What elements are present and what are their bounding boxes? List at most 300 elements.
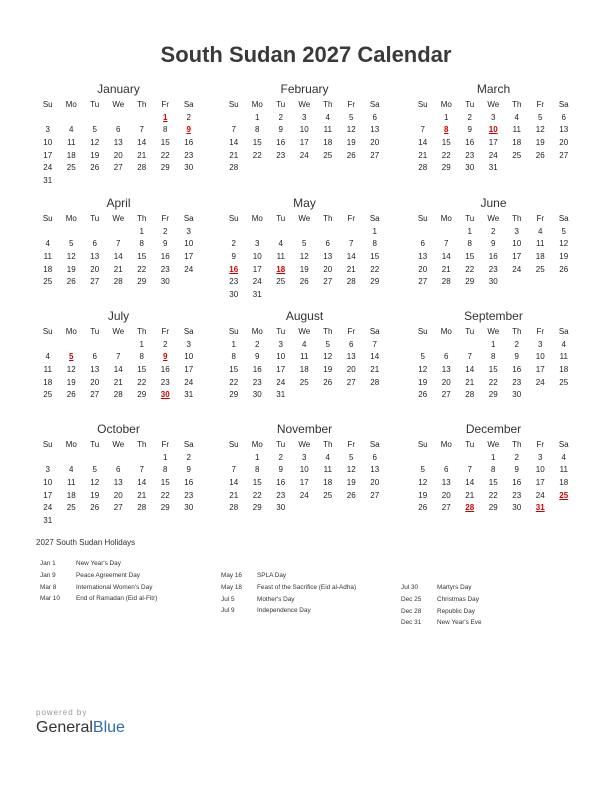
month-days-grid — [36, 439, 201, 528]
day: 10 — [299, 125, 309, 135]
day: 29 — [160, 163, 170, 173]
weekday-header: Th — [512, 440, 522, 449]
empty-day — [316, 226, 340, 239]
day: 20 — [559, 138, 569, 148]
day: 3 — [45, 465, 50, 475]
day: 3 — [45, 125, 50, 135]
day: 9 — [278, 465, 283, 475]
day: 2 — [278, 452, 283, 462]
day: 28 — [370, 377, 380, 387]
day: 8 — [139, 352, 144, 362]
month-days-grid — [411, 213, 576, 289]
month-2 — [411, 82, 576, 175]
day: 16 — [276, 138, 286, 148]
day: 29 — [441, 163, 451, 173]
day: 27 — [346, 377, 356, 387]
holiday-day: 9 — [163, 352, 168, 362]
day: 5 — [92, 125, 97, 135]
day: 2 — [467, 112, 472, 122]
weekday-header: Th — [137, 214, 147, 223]
weekday-header: Mo — [251, 214, 263, 223]
weekday-header: Su — [417, 327, 428, 336]
day: 3 — [255, 239, 260, 249]
month-days-grid — [36, 213, 201, 289]
day: 3 — [302, 452, 307, 462]
weekday-header: Sa — [183, 100, 194, 109]
day: 13 — [90, 252, 100, 262]
holiday-date: Dec 25 — [401, 595, 422, 603]
day: 27 — [90, 390, 100, 400]
day: 24 — [184, 264, 194, 274]
day: 30 — [488, 277, 498, 287]
month-11 — [411, 422, 576, 515]
day: 28 — [137, 163, 147, 173]
day: 11 — [323, 125, 332, 135]
weekday-header: Su — [417, 440, 428, 449]
day: 2 — [514, 339, 519, 349]
day: 9 — [231, 252, 236, 262]
day: 7 — [116, 352, 121, 362]
day: 8 — [372, 239, 377, 249]
day: 12 — [418, 365, 428, 375]
day: 1 — [255, 112, 260, 122]
month-days-grid — [222, 213, 387, 302]
day: 20 — [346, 365, 356, 375]
empty-day — [36, 452, 60, 465]
day: 18 — [66, 490, 76, 500]
holiday-date: Jan 9 — [40, 571, 56, 579]
day: 17 — [252, 264, 262, 274]
day: 22 — [137, 377, 147, 387]
day: 30 — [512, 503, 522, 513]
day: 7 — [420, 125, 425, 135]
day: 12 — [418, 478, 428, 488]
day: 8 — [491, 352, 496, 362]
weekday-header: Mo — [440, 100, 452, 109]
weekday-header: Sa — [369, 327, 380, 336]
weekday-header: Tu — [465, 327, 475, 336]
holiday-row — [221, 594, 356, 606]
day: 8 — [255, 465, 260, 475]
day: 1 — [255, 452, 260, 462]
day: 7 — [231, 465, 236, 475]
day: 11 — [276, 252, 285, 262]
day: 2 — [231, 239, 236, 249]
day: 14 — [229, 138, 239, 148]
day: 29 — [137, 277, 147, 287]
holiday-date: Jul 30 — [401, 584, 419, 591]
day: 1 — [163, 452, 168, 462]
holiday-name: Independence Day — [257, 607, 311, 615]
day: 2 — [255, 339, 260, 349]
day: 7 — [231, 125, 236, 135]
weekday-header: Fr — [347, 214, 356, 223]
day: 11 — [300, 352, 309, 362]
holiday-day: 16 — [229, 264, 239, 274]
day: 20 — [90, 377, 100, 387]
day: 14 — [465, 478, 475, 488]
day: 2 — [491, 226, 496, 236]
day: 19 — [559, 252, 569, 262]
day: 4 — [561, 339, 566, 349]
month-days-grid — [36, 99, 201, 188]
day: 13 — [323, 252, 333, 262]
holiday-row — [40, 582, 157, 594]
empty-day — [83, 112, 107, 125]
day: 14 — [441, 252, 451, 262]
day: 9 — [514, 352, 519, 362]
day: 3 — [538, 452, 543, 462]
day: 26 — [299, 277, 309, 287]
day: 1 — [231, 339, 236, 349]
day: 2 — [514, 452, 519, 462]
day: 15 — [488, 478, 498, 488]
day: 10 — [299, 465, 309, 475]
day: 1 — [139, 339, 144, 349]
day: 11 — [67, 138, 76, 148]
day: 31 — [184, 390, 194, 400]
day: 7 — [139, 465, 144, 475]
weekday-header: Tu — [465, 440, 475, 449]
day: 25 — [535, 264, 545, 274]
day: 25 — [323, 490, 333, 500]
month-1 — [222, 82, 387, 175]
day: 9 — [186, 465, 191, 475]
day: 8 — [255, 125, 260, 135]
holiday-column — [401, 582, 482, 629]
day: 29 — [229, 390, 239, 400]
day: 23 — [488, 264, 498, 274]
weekday-header: We — [112, 214, 125, 223]
day: 21 — [465, 377, 475, 387]
month-4 — [222, 196, 387, 302]
day: 21 — [229, 490, 239, 500]
weekday-header: Sa — [558, 440, 569, 449]
weekday-header: Th — [512, 214, 522, 223]
day: 11 — [559, 465, 568, 475]
empty-day — [435, 226, 459, 239]
day: 1 — [139, 226, 144, 236]
day: 19 — [346, 478, 356, 488]
day: 19 — [323, 365, 333, 375]
holiday-day: 1 — [163, 112, 168, 122]
month-days-grid — [411, 99, 576, 175]
day: 5 — [349, 452, 354, 462]
day: 25 — [512, 150, 522, 160]
day: 15 — [488, 365, 498, 375]
weekday-header: Sa — [558, 327, 569, 336]
day: 30 — [465, 163, 475, 173]
day: 1 — [491, 339, 496, 349]
day: 22 — [488, 377, 498, 387]
day: 9 — [255, 352, 260, 362]
day: 12 — [299, 252, 309, 262]
day: 31 — [276, 390, 286, 400]
weekday-header: Fr — [161, 327, 170, 336]
day: 19 — [66, 264, 76, 274]
day: 19 — [535, 138, 545, 148]
holiday-name: New Year's Eve — [437, 619, 482, 627]
day: 7 — [116, 239, 121, 249]
day: 18 — [535, 252, 545, 262]
day: 20 — [113, 150, 123, 160]
day: 19 — [346, 138, 356, 148]
month-days-grid — [222, 326, 387, 402]
day: 5 — [538, 112, 543, 122]
day: 26 — [90, 163, 100, 173]
day: 19 — [299, 264, 309, 274]
day: 17 — [299, 138, 309, 148]
day: 21 — [137, 490, 147, 500]
day: 10 — [535, 465, 545, 475]
day: 30 — [252, 390, 262, 400]
weekday-header: We — [112, 100, 125, 109]
day: 8 — [491, 465, 496, 475]
weekday-header: Mo — [65, 327, 77, 336]
day: 19 — [418, 490, 428, 500]
weekday-header: Su — [228, 440, 239, 449]
day: 11 — [323, 465, 332, 475]
weekday-header: We — [487, 214, 500, 223]
empty-day — [293, 226, 317, 239]
day: 26 — [535, 150, 545, 160]
empty-day — [36, 112, 60, 125]
day: 18 — [512, 138, 522, 148]
day: 18 — [43, 264, 53, 274]
day: 13 — [559, 125, 569, 135]
day: 23 — [276, 150, 286, 160]
day: 3 — [538, 339, 543, 349]
day: 20 — [370, 478, 380, 488]
holiday-name: International Women's Day — [76, 583, 153, 591]
weekday-header: Sa — [183, 214, 194, 223]
weekday-header: Su — [42, 214, 53, 223]
day: 23 — [229, 277, 239, 287]
day: 7 — [444, 239, 449, 249]
day: 11 — [559, 352, 568, 362]
day: 10 — [512, 239, 522, 249]
day: 26 — [418, 503, 428, 513]
day: 20 — [418, 264, 428, 274]
day: 13 — [441, 478, 451, 488]
empty-day — [269, 226, 293, 239]
day: 27 — [441, 390, 451, 400]
day: 18 — [323, 478, 333, 488]
day: 4 — [278, 239, 283, 249]
day: 29 — [137, 390, 147, 400]
empty-day — [435, 452, 459, 465]
day: 24 — [299, 490, 309, 500]
day: 25 — [66, 503, 76, 513]
holiday-row — [40, 558, 157, 570]
day: 14 — [113, 252, 123, 262]
month-days-grid — [222, 439, 387, 515]
day: 27 — [323, 277, 333, 287]
day: 22 — [252, 150, 262, 160]
day: 17 — [535, 478, 545, 488]
day: 25 — [66, 163, 76, 173]
day: 16 — [512, 478, 522, 488]
empty-day — [83, 226, 107, 239]
holiday-row — [40, 570, 157, 582]
day: 7 — [349, 239, 354, 249]
day: 26 — [66, 277, 76, 287]
holiday-date: Jan 1 — [40, 560, 56, 567]
day: 23 — [252, 377, 262, 387]
empty-day — [458, 452, 482, 465]
day: 27 — [113, 503, 123, 513]
empty-day — [60, 112, 84, 125]
day: 11 — [67, 478, 76, 488]
weekday-header: Su — [42, 440, 53, 449]
weekday-header: Tu — [90, 100, 100, 109]
day: 21 — [113, 264, 123, 274]
day: 17 — [299, 478, 309, 488]
day: 4 — [69, 465, 74, 475]
day: 1 — [444, 112, 449, 122]
day: 2 — [163, 339, 168, 349]
day: 2 — [278, 112, 283, 122]
holiday-name: New Year's Day — [76, 560, 121, 567]
day: 22 — [441, 150, 451, 160]
day: 3 — [186, 226, 191, 236]
holiday-row — [40, 593, 157, 605]
brand-logo[interactable] — [36, 719, 125, 737]
day: 5 — [420, 352, 425, 362]
day: 6 — [372, 112, 377, 122]
weekday-header: We — [298, 440, 311, 449]
weekday-header: We — [487, 327, 500, 336]
weekday-header: Mo — [440, 440, 452, 449]
weekday-header: We — [112, 327, 125, 336]
day: 16 — [184, 138, 194, 148]
empty-day — [222, 112, 246, 125]
day: 11 — [512, 125, 521, 135]
day: 20 — [441, 490, 451, 500]
empty-day — [60, 452, 84, 465]
day: 5 — [349, 112, 354, 122]
day: 17 — [488, 138, 498, 148]
day: 13 — [113, 478, 123, 488]
holiday-date: Dec 31 — [401, 619, 422, 627]
day: 13 — [441, 365, 451, 375]
day: 13 — [113, 138, 123, 148]
day: 31 — [43, 516, 53, 526]
day: 3 — [491, 112, 496, 122]
day: 5 — [302, 239, 307, 249]
day: 21 — [229, 150, 239, 160]
holiday-date: Mar 10 — [40, 595, 60, 603]
weekday-header: Tu — [276, 100, 286, 109]
day: 11 — [536, 239, 545, 249]
day: 8 — [231, 352, 236, 362]
day: 28 — [113, 277, 123, 287]
day: 13 — [418, 252, 428, 262]
holiday-name: Peace Agreement Day — [76, 571, 140, 579]
day: 6 — [561, 112, 566, 122]
weekday-header: Mo — [65, 214, 77, 223]
day: 7 — [467, 465, 472, 475]
month-name: March — [476, 82, 511, 96]
day: 11 — [43, 252, 52, 262]
day: 23 — [512, 377, 522, 387]
day: 5 — [325, 339, 330, 349]
day: 21 — [418, 150, 428, 160]
holiday-row — [401, 606, 482, 618]
empty-day — [411, 452, 435, 465]
day: 14 — [229, 478, 239, 488]
weekday-header: Mo — [65, 100, 77, 109]
day: 2 — [186, 112, 191, 122]
holiday-name: End of Ramadan (Eid al-Fitr) — [76, 595, 158, 603]
empty-day — [130, 452, 154, 465]
empty-day — [411, 339, 435, 352]
weekday-header: Su — [42, 100, 53, 109]
day: 13 — [90, 365, 100, 375]
empty-day — [107, 339, 131, 352]
holiday-row — [221, 605, 356, 617]
day: 29 — [465, 277, 475, 287]
empty-day — [107, 452, 131, 465]
weekday-header: Mo — [440, 327, 452, 336]
brand-name-blue: Blue — [92, 719, 125, 736]
day: 26 — [418, 390, 428, 400]
weekday-header: Th — [323, 214, 333, 223]
weekday-header: Th — [323, 100, 333, 109]
day: 8 — [163, 465, 168, 475]
weekday-header: Th — [323, 440, 333, 449]
day: 31 — [488, 163, 498, 173]
month-days-grid — [411, 439, 576, 515]
day: 23 — [276, 490, 286, 500]
day: 15 — [160, 478, 170, 488]
weekday-header: Sa — [183, 327, 194, 336]
day: 6 — [116, 125, 121, 135]
day: 28 — [229, 503, 239, 513]
day: 31 — [252, 290, 262, 300]
weekday-header: Tu — [465, 214, 475, 223]
weekday-header: Mo — [251, 100, 263, 109]
day: 15 — [465, 252, 475, 262]
day: 24 — [535, 490, 545, 500]
holiday-row — [221, 582, 356, 594]
holiday-day: 10 — [488, 125, 498, 135]
holiday-row — [221, 570, 356, 582]
day: 7 — [467, 352, 472, 362]
weekday-header: We — [487, 100, 500, 109]
day: 28 — [137, 503, 147, 513]
day: 25 — [559, 377, 569, 387]
day: 30 — [229, 290, 239, 300]
day: 17 — [184, 252, 194, 262]
day: 22 — [160, 150, 170, 160]
day: 17 — [276, 365, 286, 375]
day: 25 — [276, 277, 286, 287]
empty-day — [83, 452, 107, 465]
empty-day — [83, 339, 107, 352]
day: 6 — [92, 352, 97, 362]
holiday-row — [401, 594, 482, 606]
day: 15 — [252, 478, 262, 488]
weekday-header: Sa — [369, 440, 380, 449]
holiday-day: 8 — [444, 125, 449, 135]
day: 15 — [252, 138, 262, 148]
day: 15 — [441, 138, 451, 148]
month-5 — [411, 196, 576, 289]
day: 2 — [163, 226, 168, 236]
day: 27 — [370, 150, 380, 160]
day: 25 — [43, 277, 53, 287]
